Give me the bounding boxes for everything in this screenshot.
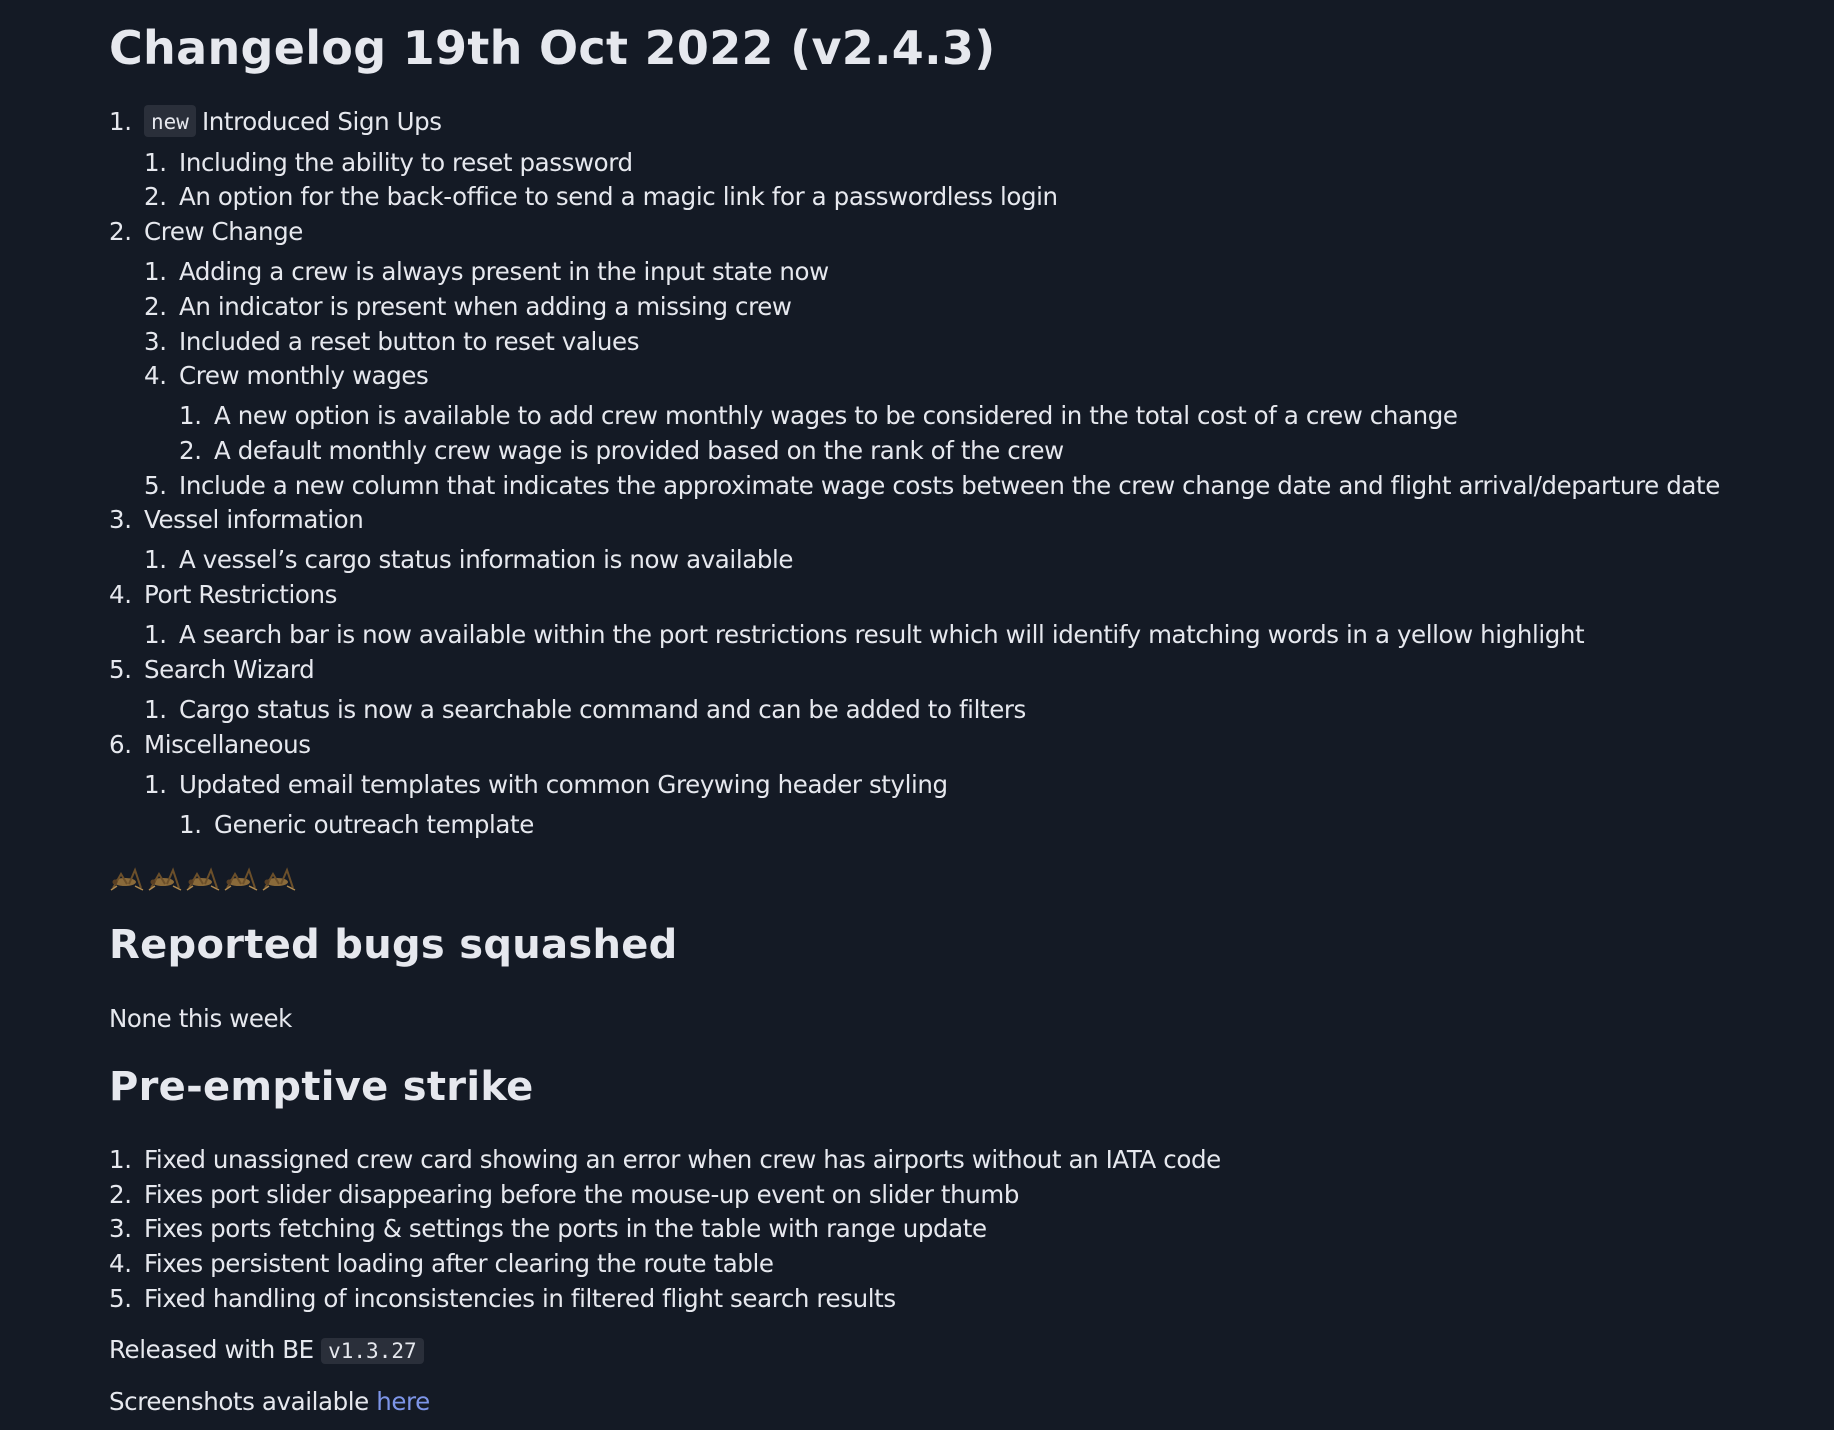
list-item [144, 618, 1584, 652]
preemptive-heading: Pre-emptive strike [109, 1064, 534, 1110]
list-item [144, 543, 793, 577]
item-number: 2. [144, 292, 167, 321]
item-number: 1. [144, 148, 167, 177]
item-label: An option for the back-office to send a magic link for a passwordless login [179, 182, 1058, 211]
release-line [109, 1333, 424, 1367]
cricket-icon [223, 862, 259, 892]
item-label: Crew monthly wages [179, 361, 429, 390]
item-label: Including the ability to reset password [179, 148, 633, 177]
list-item [109, 503, 363, 537]
item-label: Search Wizard [144, 655, 315, 684]
item-number: 1. [109, 1145, 132, 1174]
release-prefix: Released with BE [109, 1335, 314, 1364]
list-item [144, 325, 639, 359]
cricket-icon [185, 862, 221, 892]
item-label: Crew Change [144, 217, 303, 246]
item-number: 3. [144, 327, 167, 356]
item-number: 2. [144, 182, 167, 211]
item-label: Fixes port slider disappearing before the mouse-up event on slider thumb [144, 1180, 1020, 1209]
list-item [109, 1143, 1221, 1177]
item-number: 3. [109, 505, 132, 534]
list-item [109, 1212, 987, 1246]
list-item [179, 434, 1064, 468]
item-number: 1. [144, 620, 167, 649]
item-label: A new option is available to add crew monthly wages to be considered in the total cost of a crew change [214, 401, 1458, 430]
list-item [144, 290, 792, 324]
item-number: 1. [144, 545, 167, 574]
cricket-icon [261, 862, 297, 892]
item-number: 1. [179, 810, 202, 839]
item-number: 2. [109, 217, 132, 246]
list-item [109, 578, 337, 612]
list-item [109, 728, 311, 762]
list-item [144, 693, 1026, 727]
item-label: Adding a crew is always present in the input state now [179, 257, 829, 286]
item-label: Fixes ports fetching & settings the ports in the table with range update [144, 1214, 987, 1243]
list-item [144, 359, 428, 393]
item-number: 4. [109, 580, 132, 609]
item-label: A vessel’s cargo status information is now available [179, 545, 794, 574]
screenshots-prefix: Screenshots available [109, 1387, 369, 1416]
cricket-icon [109, 862, 145, 892]
item-number: 1. [109, 107, 132, 136]
item-label: Vessel information [144, 505, 364, 534]
item-number: 5. [109, 655, 132, 684]
item-number: 1. [179, 401, 202, 430]
item-number: 5. [109, 1284, 132, 1313]
item-number: 4. [144, 361, 167, 390]
item-label: Updated email templates with common Greywing header styling [179, 770, 948, 799]
item-label: Fixed unassigned crew card showing an error when crew has airports without an IATA code [144, 1145, 1221, 1174]
list-item [144, 180, 1058, 214]
bugs-heading: Reported bugs squashed [109, 922, 678, 968]
item-label: Miscellaneous [144, 730, 311, 759]
list-item [109, 1282, 896, 1316]
list-item [109, 1247, 774, 1281]
list-item [179, 399, 1458, 433]
item-label: Cargo status is now a searchable command and can be added to filters [179, 695, 1026, 724]
page-title: Changelog 19th Oct 2022 (v2.4.3) [109, 21, 996, 75]
screenshots-line [109, 1385, 430, 1419]
item-label: An indicator is present when adding a missing crew [179, 292, 792, 321]
list-item [144, 146, 633, 180]
list-item [109, 1178, 1019, 1212]
item-number: 1. [144, 257, 167, 286]
list-item [109, 653, 314, 687]
item-label: Included a reset button to reset values [179, 327, 640, 356]
item-label: Fixes persistent loading after clearing the route table [144, 1249, 774, 1278]
item-number: 6. [109, 730, 132, 759]
list-item [109, 215, 303, 249]
list-item [144, 469, 1720, 503]
item-number: 5. [144, 471, 167, 500]
item-label: Include a new column that indicates the approximate wage costs between the crew change date and flight arrival/departure date [179, 471, 1720, 500]
item-number: 1. [144, 695, 167, 724]
item-label: A search bar is now available within the port restrictions result which will identify matching words in a yellow highlight [179, 620, 1585, 649]
cricket-icon [147, 862, 183, 892]
item-number: 2. [179, 436, 202, 465]
cricket-emoji-row [109, 862, 297, 892]
screenshots-link[interactable]: here [376, 1387, 430, 1416]
item-label: Fixed handling of inconsistencies in filtered flight search results [144, 1284, 896, 1313]
backend-version: v1.3.27 [321, 1338, 424, 1364]
list-item [179, 808, 534, 842]
item-label: Port Restrictions [144, 580, 337, 609]
item-label: Introduced Sign Ups [201, 107, 442, 136]
item-number: 2. [109, 1180, 132, 1209]
list-item [144, 255, 829, 289]
item-number: 3. [109, 1214, 132, 1243]
item-number: 4. [109, 1249, 132, 1278]
item-number: 1. [144, 770, 167, 799]
list-item [109, 105, 442, 139]
item-label: A default monthly crew wage is provided based on the rank of the crew [214, 436, 1064, 465]
item-label: Generic outreach template [214, 810, 534, 839]
list-item [144, 768, 948, 802]
bugs-text: None this week [109, 1004, 292, 1033]
new-badge: new [144, 105, 196, 137]
